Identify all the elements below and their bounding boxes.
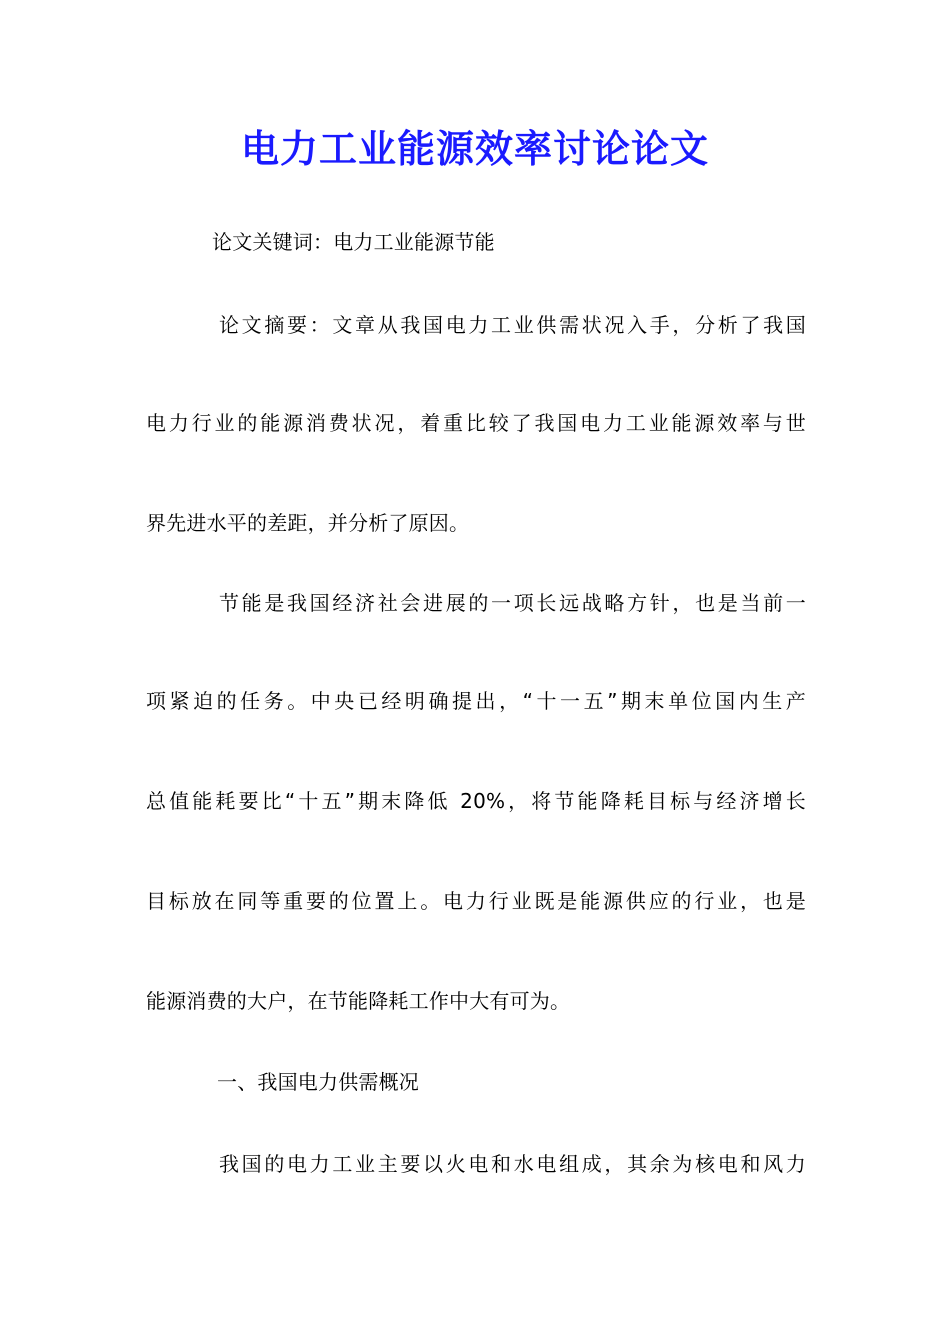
abstract-line-1: 论文摘要：文章从我国电力工业供需状况入手，分析了我国 — [219, 313, 806, 337]
para2-line-1: 我国的电力工业主要以火电和水电组成，其余为核电和风力 — [219, 1152, 806, 1176]
para1-line-5: 能源消费的大户，在节能降耗工作中大有可为。 — [146, 989, 571, 1013]
para1-line-3: 总值能耗要比“十五”期末降低 20%，将节能降耗目标与经济增长 — [146, 789, 806, 813]
para1-line-4: 目标放在同等重要的位置上。电力行业既是能源供应的行业，也是 — [146, 889, 806, 913]
abstract-line-3: 界先进水平的差距，并分析了原因。 — [146, 511, 470, 535]
keywords-line: 论文关键词：电力工业能源节能 — [212, 230, 495, 254]
para1-line-2: 项紧迫的任务。中央已经明确提出，“十一五”期末单位国内生产 — [146, 689, 806, 713]
document-title: 电力工业能源效率讨论论文 — [240, 126, 709, 171]
abstract-line-2: 电力行业的能源消费状况，着重比较了我国电力工业能源效率与世 — [146, 411, 806, 435]
para1-line-1: 节能是我国经济社会进展的一项长远战略方针，也是当前一 — [219, 591, 806, 615]
section-heading: 一、我国电力供需概况 — [217, 1070, 419, 1094]
